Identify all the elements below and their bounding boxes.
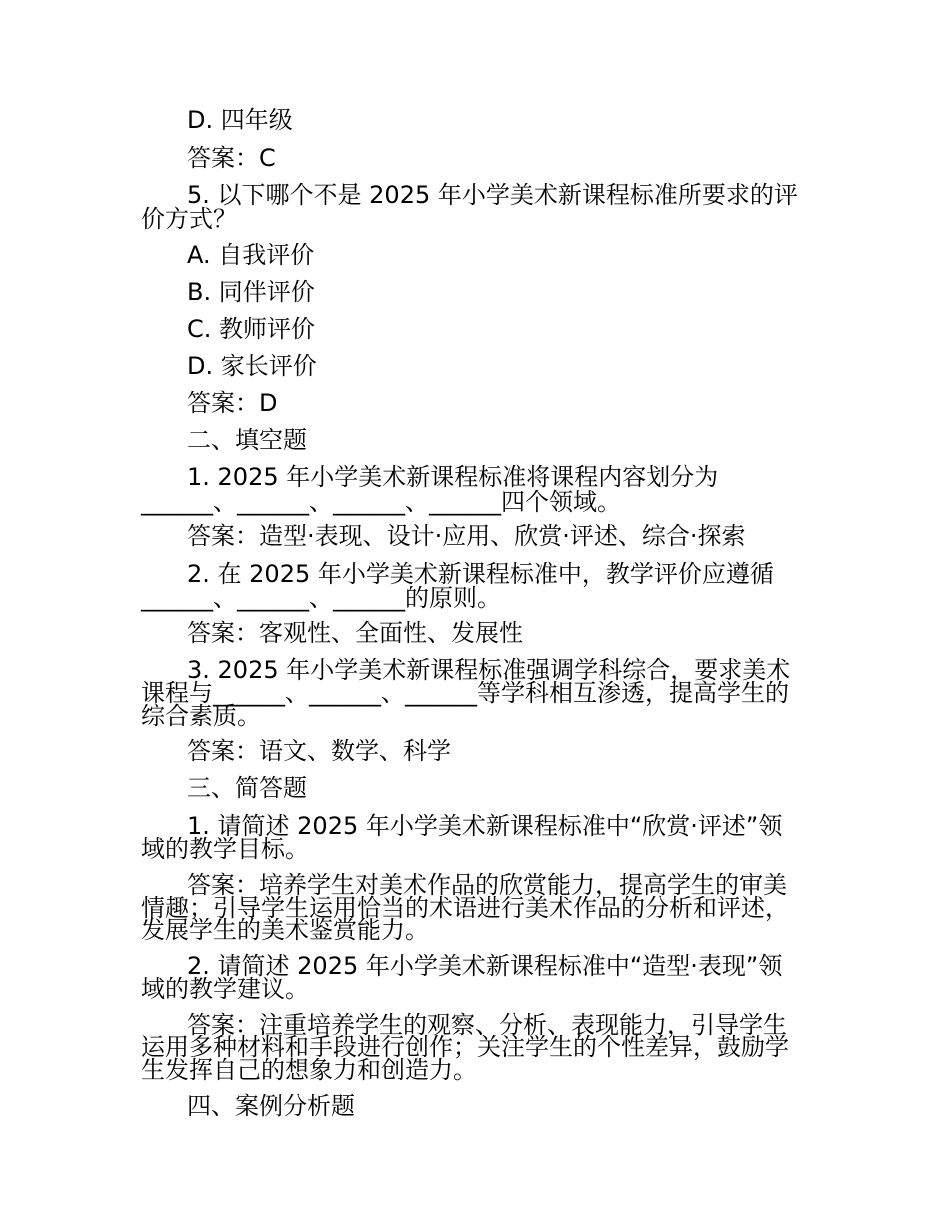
option-d-grade: D. 四年级 bbox=[187, 106, 293, 134]
option-a: A. 自我评价 bbox=[187, 241, 315, 269]
answer-line-cont: 情趣；引导学生运用恰当的术语进行美术作品的分析和评述， bbox=[141, 894, 789, 922]
fill-question-3: 3. 2025 年小学美术新课程标准强调学科综合，要求美术 bbox=[187, 656, 791, 684]
fill-question-3-cont: 课程与______、______、______等学科相互渗透，提高学生的 bbox=[141, 679, 789, 707]
answer-line: 答案：C bbox=[187, 144, 276, 172]
short-question-1-cont: 域的教学目标。 bbox=[141, 835, 309, 863]
option-d: D. 家长评价 bbox=[187, 352, 317, 380]
answer-line: 答案：客观性、全面性、发展性 bbox=[187, 619, 523, 647]
answer-line: 答案：语文、数学、科学 bbox=[187, 737, 451, 765]
short-question-1: 1. 请简述 2025 年小学美术新课程标准中“欣赏·评述”领 bbox=[187, 812, 783, 840]
fill-question-2: 2. 在 2025 年小学美术新课程标准中，教学评价应遵循 bbox=[187, 560, 774, 588]
question-5: 5. 以下哪个不是 2025 年小学美术新课程标准所要求的评 bbox=[187, 181, 798, 209]
answer-line: 答案：D bbox=[187, 389, 278, 417]
fill-question-3-cont2: 综合素质。 bbox=[141, 702, 261, 730]
option-b: B. 同伴评价 bbox=[187, 278, 315, 306]
option-c: C. 教师评价 bbox=[187, 315, 316, 343]
short-question-2-cont: 域的教学建议。 bbox=[141, 975, 309, 1003]
question-5-cont: 价方式？ bbox=[141, 205, 237, 233]
section-heading-fill-blank: 二、填空题 bbox=[187, 426, 307, 454]
answer-line-cont: 生发挥自己的想象力和创造力。 bbox=[141, 1056, 477, 1084]
fill-question-1: 1. 2025 年小学美术新课程标准将课程内容划分为 bbox=[187, 463, 719, 491]
section-heading-case-analysis: 四、案例分析题 bbox=[187, 1092, 355, 1120]
short-question-2: 2. 请简述 2025 年小学美术新课程标准中“造型·表现”领 bbox=[187, 952, 783, 980]
answer-line-cont: 发展学生的美术鉴赏能力。 bbox=[141, 916, 429, 944]
fill-question-1-cont: ______、______、______、______四个领域。 bbox=[141, 488, 621, 516]
answer-line: 答案：造型·表现、设计·应用、欣赏·评述、综合·探索 bbox=[187, 522, 746, 550]
answer-line: 答案：培养学生对美术作品的欣赏能力，提高学生的审美 bbox=[187, 871, 787, 899]
answer-line-cont: 运用多种材料和手段进行创作；关注学生的个性差异，鼓励学 bbox=[141, 1033, 789, 1061]
section-heading-short-answer: 三、简答题 bbox=[187, 774, 307, 802]
fill-question-2-cont: ______、______、______的原则。 bbox=[141, 584, 501, 612]
answer-line: 答案：注重培养学生的观察、分析、表现能力，引导学生 bbox=[187, 1011, 787, 1039]
